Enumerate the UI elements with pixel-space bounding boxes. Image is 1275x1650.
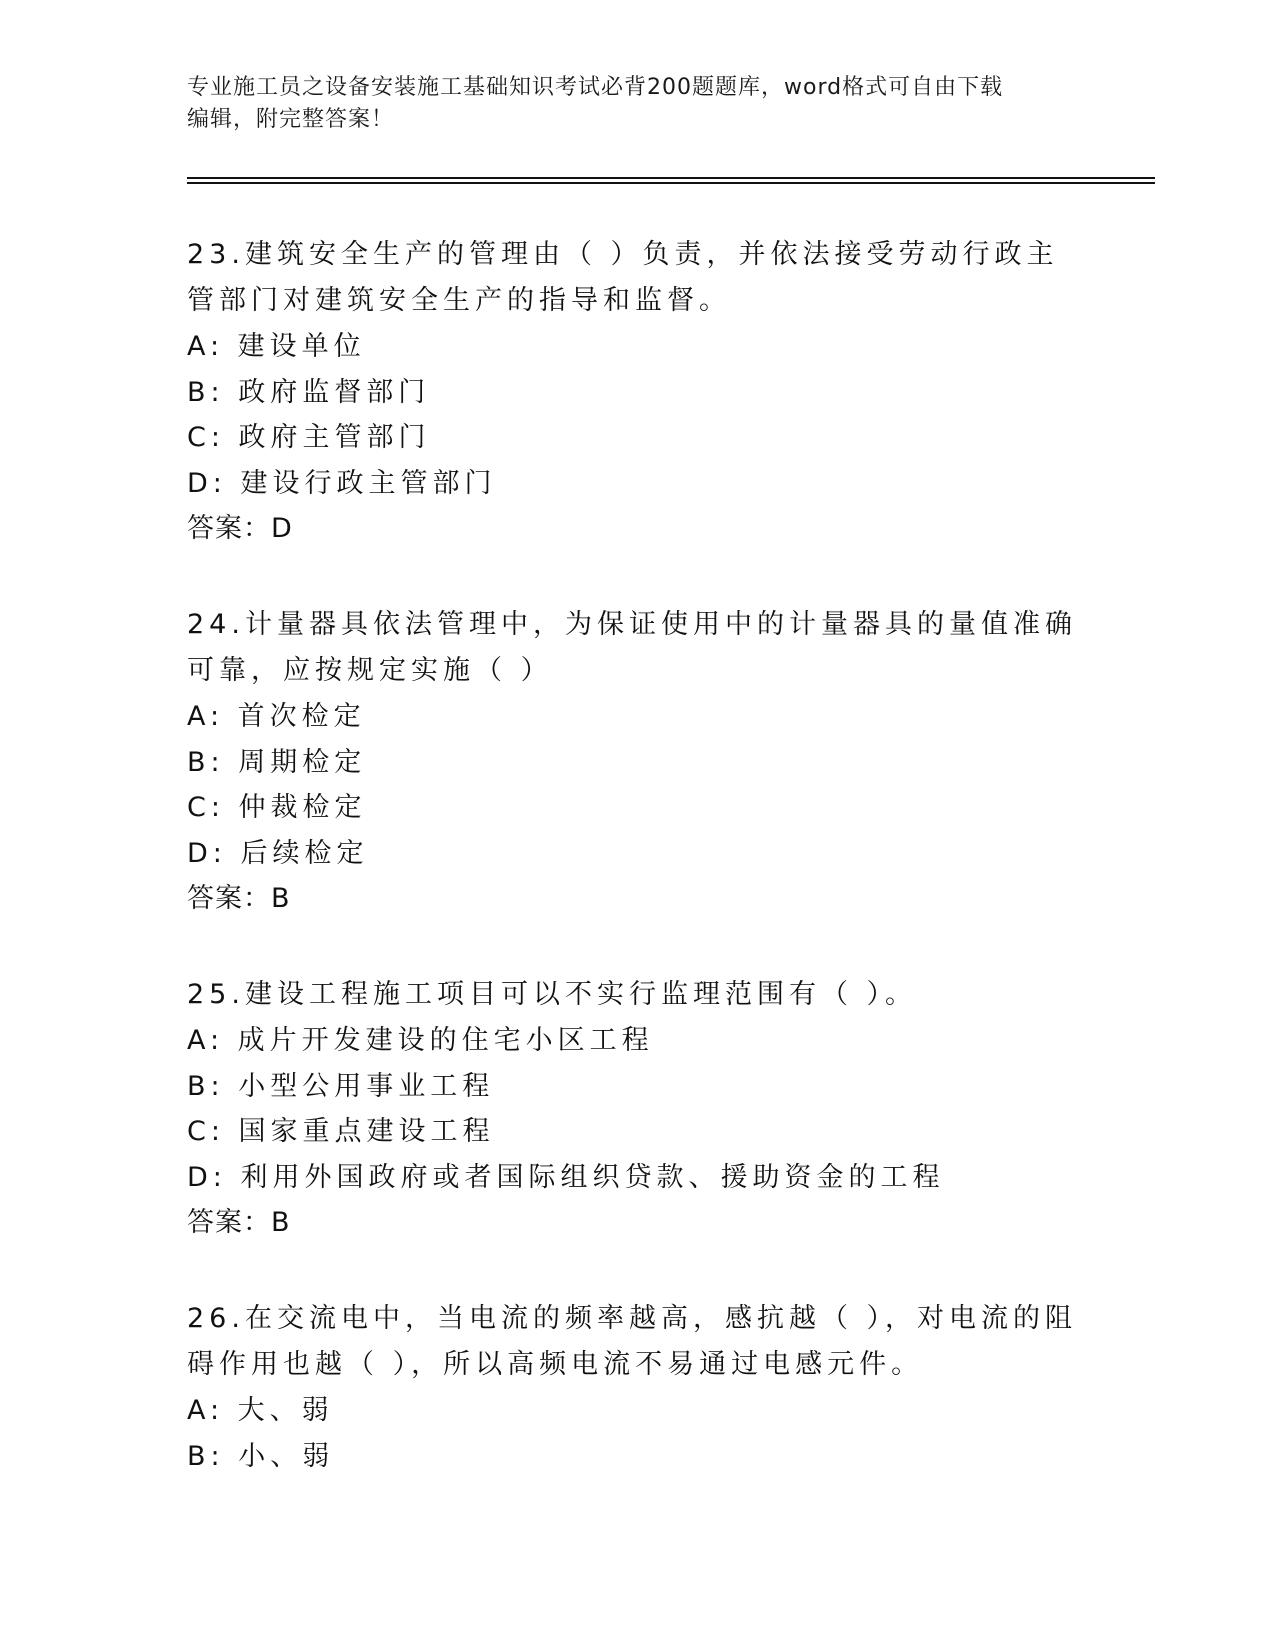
question-list bbox=[187, 232, 1087, 1529]
question-23 bbox=[187, 232, 1087, 552]
option-a: A: 成片开发建设的住宅小区工程 bbox=[187, 1025, 654, 1056]
header-divider-bottom bbox=[187, 182, 1155, 184]
option-d: D: 建设行政主管部门 bbox=[187, 467, 497, 499]
header-title-line-1: 专业施工员之设备安装施工基础知识考试必背200题题库，word格式可自由下载 bbox=[187, 75, 1004, 100]
question-stem: 23.建筑安全生产的管理由（ ）负责，并依法接受劳动行政主管部门对建筑安全生产的指导和监督。 bbox=[187, 239, 1059, 316]
option-d: D: 利用外国政府或者国际组织贷款、援助资金的工程 bbox=[187, 1161, 945, 1193]
option-b: B: 小、弱 bbox=[187, 1440, 335, 1472]
option-b: B: 政府监督部门 bbox=[187, 376, 431, 408]
option-c: C: 仲裁检定 bbox=[187, 792, 367, 823]
question-26 bbox=[187, 1296, 1087, 1479]
option-c: C: 政府主管部门 bbox=[187, 422, 431, 453]
question-stem: 24.计量器具依法管理中，为保证使用中的计量器具的量值准确可靠，应按规定实施（ ） bbox=[187, 609, 1077, 686]
question-stem: 26.在交流电中，当电流的频率越高，感抗越（ ），对电流的阻碍作用也越（ ），所以高频电流不易通过电感元件。 bbox=[187, 1303, 1078, 1380]
option-d: D: 后续检定 bbox=[187, 837, 369, 869]
option-a: A: 建设单位 bbox=[187, 331, 366, 362]
option-a: A: 大、弱 bbox=[187, 1395, 334, 1426]
header-divider-top bbox=[187, 177, 1155, 179]
answer: 答案：D bbox=[187, 513, 293, 544]
answer: 答案：B bbox=[187, 1207, 291, 1238]
question-24 bbox=[187, 602, 1087, 922]
option-b: B: 周期检定 bbox=[187, 746, 367, 778]
option-a: A: 首次检定 bbox=[187, 701, 366, 732]
option-c: C: 国家重点建设工程 bbox=[187, 1116, 495, 1147]
option-b: B: 小型公用事业工程 bbox=[187, 1070, 495, 1102]
answer: 答案：B bbox=[187, 883, 291, 914]
question-stem: 25.建设工程施工项目可以不实行监理范围有（ ）。 bbox=[187, 979, 918, 1010]
document-header bbox=[187, 72, 1087, 136]
header-title-line-2: 编辑，附完整答案！ bbox=[187, 107, 395, 132]
question-25 bbox=[187, 972, 1087, 1246]
